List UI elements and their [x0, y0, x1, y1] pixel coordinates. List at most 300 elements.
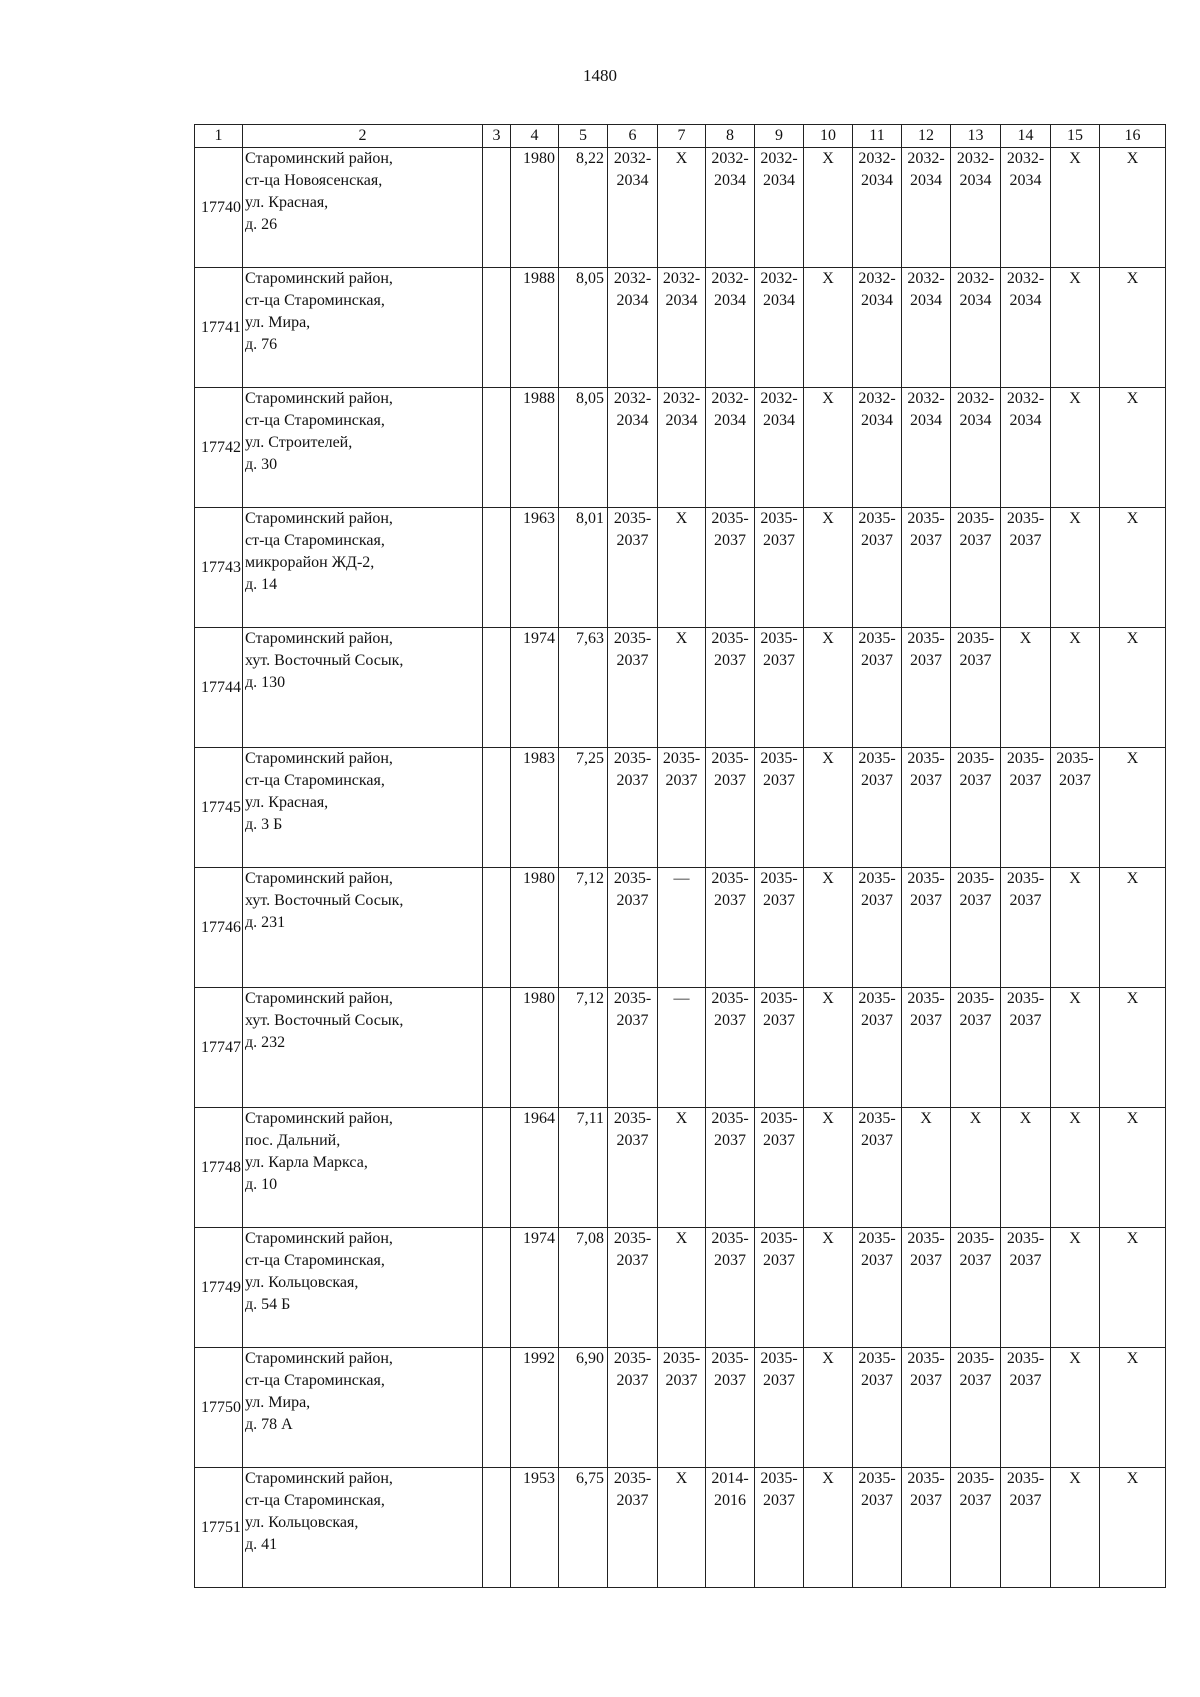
period-cell-col-7 [658, 628, 706, 748]
period-cell-col-6 [608, 868, 658, 988]
value-cell: 8,01 [559, 508, 608, 628]
year-cell: 1980 [511, 148, 559, 268]
period-value: X [675, 1470, 688, 1487]
column-header-12: 12 [902, 125, 951, 148]
row-number: 17745 [195, 748, 243, 868]
period-cell-col-11 [853, 988, 902, 1108]
period-cell-col-16 [1100, 1108, 1166, 1228]
period-value: 2032- 2034 [760, 270, 798, 309]
value-cell: 7,63 [559, 628, 608, 748]
period-cell-col-14 [1001, 1468, 1051, 1588]
period-value: X [1019, 1110, 1032, 1127]
column-header-1: 1 [195, 125, 243, 148]
period-value: 2035- 2037 [662, 750, 701, 789]
period-cell-col-12 [902, 1468, 951, 1588]
period-value: — [673, 990, 690, 1007]
period-value: 2035- 2037 [956, 1230, 995, 1269]
column-header-3: 3 [483, 125, 511, 148]
address-line: д. 10 [245, 1176, 278, 1193]
year-cell: 1980 [511, 988, 559, 1108]
address-line: ст-ца Староминская, [245, 1492, 385, 1509]
period-value: 2035- 2037 [1006, 1350, 1045, 1389]
period-value: 2035- 2037 [613, 1230, 652, 1269]
period-value: 2035- 2037 [711, 630, 749, 669]
address-line: хут. Восточный Сосык, [245, 892, 404, 909]
period-value: 2032- 2034 [711, 150, 749, 189]
period-cell-col-16 [1100, 1468, 1166, 1588]
table-row [195, 508, 1166, 628]
period-value: 2032- 2034 [858, 270, 896, 309]
period-value: X [1069, 1470, 1081, 1487]
period-value: 2035- 2037 [760, 630, 798, 669]
period-value: X [1126, 1110, 1139, 1127]
address-line: Староминский район, [245, 510, 393, 527]
address-line: д. 232 [245, 1034, 286, 1051]
period-value: 2035- 2037 [858, 630, 896, 669]
address-line: д. 41 [245, 1536, 278, 1553]
period-value: 2035- 2037 [760, 1470, 798, 1509]
period-cell-col-6 [608, 988, 658, 1108]
period-cell-col-8 [706, 268, 755, 388]
period-cell-col-12 [902, 388, 951, 508]
value-cell: 7,12 [559, 988, 608, 1108]
column-3-cell [483, 148, 511, 268]
period-value: 2035- 2037 [1056, 750, 1094, 789]
period-cell-col-7 [658, 1108, 706, 1228]
column-header-5: 5 [559, 125, 608, 148]
period-value: X [822, 390, 834, 407]
column-3-cell [483, 1348, 511, 1468]
period-cell-col-6 [608, 1108, 658, 1228]
column-header-14: 14 [1001, 125, 1051, 148]
period-value: 2035- 2037 [1006, 1230, 1045, 1269]
period-value: X [675, 1230, 688, 1247]
address-line: ул. Карла Маркса, [245, 1154, 368, 1171]
period-value: 2035- 2037 [1006, 870, 1045, 909]
period-cell-col-11 [853, 1348, 902, 1468]
table-row [195, 628, 1166, 748]
address-line: д. 14 [245, 576, 278, 593]
address-line: ул. Красная, [245, 194, 329, 211]
table-row [195, 388, 1166, 508]
period-value: X [1069, 510, 1081, 527]
value-cell: 7,12 [559, 868, 608, 988]
period-cell-col-14 [1001, 868, 1051, 988]
period-cell-col-8 [706, 508, 755, 628]
period-cell-col-6 [608, 508, 658, 628]
row-number: 17747 [195, 988, 243, 1108]
period-cell-col-11 [853, 268, 902, 388]
period-cell-col-11 [853, 628, 902, 748]
address-line: д. 78 А [245, 1416, 293, 1433]
period-value: 2035- 2037 [760, 1110, 798, 1149]
table-row [195, 148, 1166, 268]
period-cell-col-9 [755, 268, 804, 388]
period-value: 2035- 2037 [907, 510, 945, 549]
row-number: 17750 [195, 1348, 243, 1468]
period-cell-col-9 [755, 1228, 804, 1348]
period-value: 2035- 2037 [956, 990, 995, 1029]
period-value: X [969, 1110, 982, 1127]
period-value: 2035- 2037 [956, 630, 995, 669]
year-cell: 1992 [511, 1348, 559, 1468]
period-cell-col-11 [853, 148, 902, 268]
period-value: X [1126, 270, 1139, 287]
period-cell-col-6 [608, 388, 658, 508]
period-value: 2032- 2034 [1006, 390, 1045, 429]
period-value: 2032- 2034 [760, 150, 798, 189]
period-value: 2035- 2037 [858, 1350, 896, 1389]
address-cell [243, 1468, 483, 1588]
period-value: 2032- 2034 [760, 390, 798, 429]
address-line: Староминский район, [245, 270, 393, 287]
period-cell-col-15 [1051, 748, 1100, 868]
period-cell-col-9 [755, 1348, 804, 1468]
period-cell-col-13 [951, 388, 1001, 508]
address-line: хут. Восточный Сосык, [245, 652, 404, 669]
column-3-cell [483, 1108, 511, 1228]
period-cell-col-12 [902, 868, 951, 988]
period-cell-col-7 [658, 1468, 706, 1588]
period-cell-col-16 [1100, 1348, 1166, 1468]
period-value: X [822, 1350, 834, 1367]
column-header-13: 13 [951, 125, 1001, 148]
period-cell-col-12 [902, 148, 951, 268]
period-value: 2035- 2037 [760, 990, 798, 1029]
address-line: д. 130 [245, 674, 286, 691]
address-line: ул. Строителей, [245, 434, 353, 451]
address-line: Староминский район, [245, 1230, 393, 1247]
value-cell: 7,08 [559, 1228, 608, 1348]
year-cell: 1963 [511, 508, 559, 628]
period-cell-col-13 [951, 1108, 1001, 1228]
period-value: X [1069, 270, 1081, 287]
period-value: 2032- 2034 [1006, 270, 1045, 309]
period-value: 2035- 2037 [858, 870, 896, 909]
period-value: 2035- 2037 [711, 1110, 749, 1149]
period-value: X [1069, 150, 1081, 167]
period-cell-col-8 [706, 628, 755, 748]
address-line: Староминский район, [245, 870, 393, 887]
period-cell-col-8 [706, 748, 755, 868]
address-cell [243, 628, 483, 748]
period-cell-col-6 [608, 748, 658, 868]
value-cell: 8,05 [559, 388, 608, 508]
year-cell: 1988 [511, 388, 559, 508]
period-cell-col-13 [951, 508, 1001, 628]
address-line: Староминский район, [245, 390, 393, 407]
period-cell-col-15 [1051, 508, 1100, 628]
period-value: 2035- 2037 [760, 510, 798, 549]
period-value: 2035- 2037 [613, 990, 652, 1029]
period-cell-col-14 [1001, 1348, 1051, 1468]
period-value: — [673, 870, 690, 887]
period-cell-col-12 [902, 748, 951, 868]
period-cell-col-15 [1051, 388, 1100, 508]
period-cell-col-14 [1001, 1108, 1051, 1228]
period-value: 2035- 2037 [907, 1230, 945, 1269]
period-value: X [822, 270, 834, 287]
table-row [195, 748, 1166, 868]
column-3-cell [483, 388, 511, 508]
column-header-8: 8 [706, 125, 755, 148]
period-cell-col-14 [1001, 148, 1051, 268]
address-line: ул. Красная, [245, 794, 329, 811]
period-value: 2035- 2037 [613, 510, 652, 549]
period-cell-col-14 [1001, 268, 1051, 388]
table-row [195, 1468, 1166, 1588]
period-cell-col-11 [853, 748, 902, 868]
period-value: 2035- 2037 [760, 750, 798, 789]
period-cell-col-15 [1051, 628, 1100, 748]
period-cell-col-13 [951, 868, 1001, 988]
period-value: 2032- 2034 [1006, 150, 1045, 189]
period-cell-col-15 [1051, 868, 1100, 988]
period-cell-col-14 [1001, 508, 1051, 628]
value-cell: 8,22 [559, 148, 608, 268]
period-value: X [1069, 1350, 1081, 1367]
period-value: 2035- 2037 [711, 990, 749, 1029]
period-value: X [1126, 750, 1139, 767]
period-value: X [1126, 990, 1139, 1007]
period-cell-col-10 [804, 1348, 853, 1468]
column-header-11: 11 [853, 125, 902, 148]
period-cell-col-14 [1001, 1228, 1051, 1348]
period-cell-col-10 [804, 1468, 853, 1588]
address-line: д. 54 Б [245, 1296, 291, 1313]
period-value: 2032- 2034 [858, 150, 896, 189]
address-line: ст-ца Староминская, [245, 412, 385, 429]
period-cell-col-13 [951, 748, 1001, 868]
period-cell-col-8 [706, 868, 755, 988]
period-cell-col-10 [804, 868, 853, 988]
row-number: 17751 [195, 1468, 243, 1588]
period-cell-col-14 [1001, 748, 1051, 868]
address-cell [243, 1348, 483, 1468]
header-row [195, 125, 1166, 148]
period-cell-col-15 [1051, 1108, 1100, 1228]
address-line: ст-ца Староминская, [245, 772, 385, 789]
address-line: ст-ца Староминская, [245, 292, 385, 309]
period-value: X [1069, 1230, 1081, 1247]
period-value: 2035- 2037 [613, 750, 652, 789]
period-cell-col-16 [1100, 868, 1166, 988]
period-cell-col-11 [853, 868, 902, 988]
period-value: 2035- 2037 [662, 1350, 701, 1389]
period-cell-col-7 [658, 1228, 706, 1348]
period-value: 2035- 2037 [711, 1350, 749, 1389]
period-value: X [675, 630, 688, 647]
period-value: X [1019, 630, 1032, 647]
period-cell-col-8 [706, 1108, 755, 1228]
period-value: 2035- 2037 [907, 1350, 945, 1389]
period-value: X [1069, 990, 1081, 1007]
period-cell-col-8 [706, 988, 755, 1108]
address-line: ул. Кольцовская, [245, 1514, 359, 1531]
period-value: 2035- 2037 [760, 870, 798, 909]
address-cell [243, 1108, 483, 1228]
address-line: Староминский район, [245, 1350, 393, 1367]
period-value: 2035- 2037 [907, 1470, 945, 1509]
period-cell-col-12 [902, 1348, 951, 1468]
column-header-16: 16 [1100, 125, 1166, 148]
period-cell-col-7 [658, 388, 706, 508]
period-value: X [1126, 1350, 1139, 1367]
year-cell: 1974 [511, 628, 559, 748]
address-line: Староминский район, [245, 150, 393, 167]
column-header-2: 2 [243, 125, 483, 148]
period-cell-col-9 [755, 868, 804, 988]
address-cell [243, 268, 483, 388]
address-line: ст-ца Староминская, [245, 532, 385, 549]
column-3-cell [483, 1468, 511, 1588]
column-header-4: 4 [511, 125, 559, 148]
column-3-cell [483, 988, 511, 1108]
period-cell-col-10 [804, 1108, 853, 1228]
row-number: 17743 [195, 508, 243, 628]
period-value: 2035- 2037 [1006, 990, 1045, 1029]
period-value: 2032- 2034 [907, 150, 945, 189]
period-value: 2032- 2034 [956, 150, 995, 189]
period-cell-col-10 [804, 1228, 853, 1348]
row-number: 17741 [195, 268, 243, 388]
address-cell [243, 1228, 483, 1348]
period-value: 2035- 2037 [907, 990, 945, 1029]
period-value: X [1126, 870, 1139, 887]
period-cell-col-14 [1001, 628, 1051, 748]
period-value: X [675, 150, 688, 167]
value-cell: 7,11 [559, 1108, 608, 1228]
address-line: ул. Кольцовская, [245, 1274, 359, 1291]
period-cell-col-16 [1100, 148, 1166, 268]
table-row [195, 268, 1166, 388]
address-line: д. 76 [245, 336, 278, 353]
period-cell-col-9 [755, 148, 804, 268]
period-value: 2032- 2034 [858, 390, 896, 429]
period-value: 2035- 2037 [858, 990, 896, 1029]
period-value: 2035- 2037 [956, 750, 995, 789]
period-cell-col-9 [755, 748, 804, 868]
housing-register-table [194, 124, 1166, 1588]
address-line: ул. Мира, [245, 314, 311, 331]
period-cell-col-15 [1051, 1468, 1100, 1588]
period-cell-col-13 [951, 1228, 1001, 1348]
value-cell: 6,75 [559, 1468, 608, 1588]
period-value: 2032- 2034 [907, 390, 945, 429]
period-value: 2035- 2037 [956, 1350, 995, 1389]
period-cell-col-12 [902, 1108, 951, 1228]
period-cell-col-16 [1100, 268, 1166, 388]
address-line: хут. Восточный Сосык, [245, 1012, 404, 1029]
period-value: 2035- 2037 [907, 630, 945, 669]
period-value: 2035- 2037 [711, 1230, 749, 1269]
period-value: 2035- 2037 [1006, 510, 1045, 549]
period-value: X [822, 630, 834, 647]
column-3-cell [483, 508, 511, 628]
period-cell-col-8 [706, 1348, 755, 1468]
period-value: 2035- 2037 [1006, 1470, 1045, 1509]
column-header-10: 10 [804, 125, 853, 148]
period-cell-col-8 [706, 388, 755, 508]
period-value: 2035- 2037 [858, 1110, 896, 1149]
period-cell-col-7 [658, 148, 706, 268]
period-cell-col-6 [608, 268, 658, 388]
address-line: ст-ца Новоясенская, [245, 172, 383, 189]
period-cell-col-16 [1100, 988, 1166, 1108]
period-value: 2035- 2037 [907, 870, 945, 909]
period-value: X [675, 1110, 688, 1127]
address-line: ст-ца Староминская, [245, 1252, 385, 1269]
row-number: 17746 [195, 868, 243, 988]
address-cell [243, 508, 483, 628]
period-value: 2014- 2016 [711, 1470, 749, 1509]
period-cell-col-12 [902, 508, 951, 628]
period-value: X [1126, 510, 1139, 527]
page-number: 1480 [583, 66, 617, 85]
period-cell-col-12 [902, 988, 951, 1108]
period-value: X [1126, 1230, 1139, 1247]
period-value: 2032- 2034 [613, 270, 652, 309]
address-cell [243, 748, 483, 868]
period-cell-col-14 [1001, 388, 1051, 508]
period-value: X [920, 1110, 932, 1127]
address-line: Староминский район, [245, 750, 393, 767]
address-cell [243, 148, 483, 268]
address-line: пос. Дальний, [245, 1132, 341, 1149]
year-cell: 1983 [511, 748, 559, 868]
period-cell-col-10 [804, 388, 853, 508]
column-3-cell [483, 628, 511, 748]
period-cell-col-8 [706, 148, 755, 268]
value-cell: 6,90 [559, 1348, 608, 1468]
period-cell-col-14 [1001, 988, 1051, 1108]
period-value: 2032- 2034 [613, 150, 652, 189]
period-cell-col-13 [951, 1348, 1001, 1468]
period-value: 2035- 2037 [613, 630, 652, 669]
period-cell-col-15 [1051, 268, 1100, 388]
period-value: X [822, 1470, 834, 1487]
period-cell-col-9 [755, 508, 804, 628]
column-header-7: 7 [658, 125, 706, 148]
period-value: 2032- 2034 [907, 270, 945, 309]
period-cell-col-6 [608, 1228, 658, 1348]
period-cell-col-11 [853, 508, 902, 628]
period-value: 2032- 2034 [662, 270, 701, 309]
period-value: X [1069, 630, 1081, 647]
period-value: 2035- 2037 [613, 870, 652, 909]
column-3-cell [483, 868, 511, 988]
period-value: X [1069, 1110, 1081, 1127]
period-value: X [1069, 870, 1081, 887]
period-cell-col-12 [902, 628, 951, 748]
address-line: ст-ца Староминская, [245, 1372, 385, 1389]
period-value: 2035- 2037 [760, 1350, 798, 1389]
address-line: Староминский район, [245, 1470, 393, 1487]
period-value: 2035- 2037 [858, 1230, 896, 1269]
period-value: 2032- 2034 [956, 270, 995, 309]
period-cell-col-11 [853, 1108, 902, 1228]
period-cell-col-11 [853, 1228, 902, 1348]
period-cell-col-7 [658, 868, 706, 988]
period-cell-col-12 [902, 268, 951, 388]
period-value: 2032- 2034 [613, 390, 652, 429]
table-row [195, 868, 1166, 988]
period-cell-col-13 [951, 628, 1001, 748]
period-value: 2035- 2037 [1006, 750, 1045, 789]
period-cell-col-9 [755, 388, 804, 508]
year-cell: 1953 [511, 1468, 559, 1588]
period-value: X [1126, 1470, 1139, 1487]
